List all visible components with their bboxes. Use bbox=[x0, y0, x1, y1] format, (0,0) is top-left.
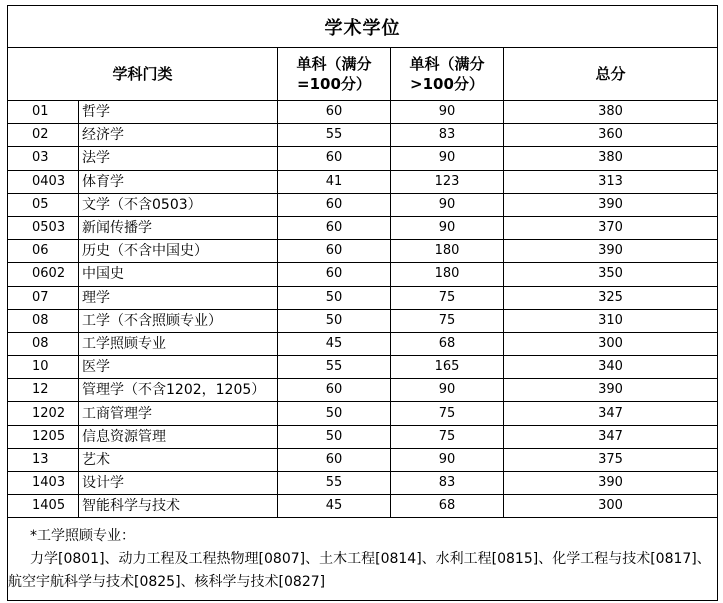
row-total: 380 bbox=[504, 147, 718, 170]
header-single-gt100-line2: >100分） bbox=[410, 75, 484, 93]
row-code: 0602 bbox=[8, 263, 79, 286]
row-total: 370 bbox=[504, 216, 718, 239]
row-code: 08 bbox=[8, 332, 79, 355]
row-single-gt100: 75 bbox=[391, 402, 504, 425]
row-single-le100: 60 bbox=[278, 147, 391, 170]
footnote-title: *工学照顾专业： bbox=[30, 528, 135, 545]
row-single-gt100: 68 bbox=[391, 332, 504, 355]
row-name: 法学 bbox=[79, 147, 278, 170]
row-single-le100: 60 bbox=[278, 263, 391, 286]
row-single-le100: 60 bbox=[278, 101, 391, 124]
table-row bbox=[8, 425, 718, 448]
table-row bbox=[8, 356, 718, 379]
row-code: 10 bbox=[8, 356, 79, 379]
header-single-gt100 bbox=[391, 48, 504, 101]
row-single-le100: 41 bbox=[278, 170, 391, 193]
row-total: 390 bbox=[504, 472, 718, 495]
table-body bbox=[8, 101, 718, 518]
row-total: 390 bbox=[504, 193, 718, 216]
row-single-gt100: 90 bbox=[391, 193, 504, 216]
row-single-le100: 60 bbox=[278, 193, 391, 216]
row-code: 13 bbox=[8, 448, 79, 471]
row-single-gt100: 75 bbox=[391, 425, 504, 448]
row-code: 0503 bbox=[8, 216, 79, 239]
header-single-le100-line2: =100分） bbox=[297, 75, 371, 93]
row-single-le100: 45 bbox=[278, 332, 391, 355]
row-code: 12 bbox=[8, 379, 79, 402]
row-code: 03 bbox=[8, 147, 79, 170]
row-name: 工学（不含照顾专业） bbox=[79, 309, 278, 332]
row-total: 325 bbox=[504, 286, 718, 309]
row-total: 347 bbox=[504, 402, 718, 425]
table-row bbox=[8, 170, 718, 193]
row-single-le100: 50 bbox=[278, 286, 391, 309]
header-total: 总分 bbox=[504, 48, 718, 101]
row-code: 07 bbox=[8, 286, 79, 309]
table-row bbox=[8, 379, 718, 402]
row-name: 历史（不含中国史） bbox=[79, 240, 278, 263]
row-total: 390 bbox=[504, 379, 718, 402]
row-code: 05 bbox=[8, 193, 79, 216]
row-single-gt100: 90 bbox=[391, 101, 504, 124]
row-name: 设计学 bbox=[79, 472, 278, 495]
row-code: 02 bbox=[8, 124, 79, 147]
score-table bbox=[7, 5, 718, 601]
table-row bbox=[8, 216, 718, 239]
row-code: 06 bbox=[8, 240, 79, 263]
row-total: 347 bbox=[504, 425, 718, 448]
row-name: 工学照顾专业 bbox=[79, 332, 278, 355]
row-total: 340 bbox=[504, 356, 718, 379]
row-name: 中国史 bbox=[79, 263, 278, 286]
row-name: 理学 bbox=[79, 286, 278, 309]
row-total: 360 bbox=[504, 124, 718, 147]
row-single-gt100: 90 bbox=[391, 147, 504, 170]
row-single-gt100: 123 bbox=[391, 170, 504, 193]
table-row bbox=[8, 147, 718, 170]
row-single-le100: 60 bbox=[278, 379, 391, 402]
row-single-gt100: 75 bbox=[391, 309, 504, 332]
row-name: 工商管理学 bbox=[79, 402, 278, 425]
table-row bbox=[8, 309, 718, 332]
row-single-le100: 60 bbox=[278, 216, 391, 239]
row-name: 智能科学与技术 bbox=[79, 495, 278, 518]
row-single-gt100: 90 bbox=[391, 216, 504, 239]
row-total: 380 bbox=[504, 101, 718, 124]
row-single-gt100: 180 bbox=[391, 240, 504, 263]
row-name: 新闻传播学 bbox=[79, 216, 278, 239]
table-row bbox=[8, 286, 718, 309]
row-total: 310 bbox=[504, 309, 718, 332]
row-code: 1405 bbox=[8, 495, 79, 518]
table-row bbox=[8, 263, 718, 286]
table-row bbox=[8, 402, 718, 425]
table-row bbox=[8, 332, 718, 355]
table-row bbox=[8, 124, 718, 147]
row-code: 08 bbox=[8, 309, 79, 332]
row-single-le100: 50 bbox=[278, 425, 391, 448]
row-single-gt100: 90 bbox=[391, 379, 504, 402]
row-name: 经济学 bbox=[79, 124, 278, 147]
row-total: 300 bbox=[504, 495, 718, 518]
row-name: 文学（不含0503） bbox=[79, 193, 278, 216]
row-single-le100: 60 bbox=[278, 448, 391, 471]
header-category: 学科门类 bbox=[8, 48, 278, 101]
row-single-le100: 50 bbox=[278, 309, 391, 332]
row-name: 医学 bbox=[79, 356, 278, 379]
row-code: 1205 bbox=[8, 425, 79, 448]
row-single-le100: 55 bbox=[278, 124, 391, 147]
row-total: 313 bbox=[504, 170, 718, 193]
row-single-le100: 55 bbox=[278, 472, 391, 495]
row-total: 300 bbox=[504, 332, 718, 355]
row-single-gt100: 83 bbox=[391, 472, 504, 495]
row-name: 信息资源管理 bbox=[79, 425, 278, 448]
row-single-gt100: 83 bbox=[391, 124, 504, 147]
table-title: 学术学位 bbox=[8, 6, 718, 48]
header-single-le100 bbox=[278, 48, 391, 101]
row-single-gt100: 180 bbox=[391, 263, 504, 286]
table-row bbox=[8, 448, 718, 471]
row-total: 350 bbox=[504, 263, 718, 286]
row-total: 390 bbox=[504, 240, 718, 263]
header-single-gt100-line1: 单科（满分 bbox=[409, 55, 485, 73]
table-row bbox=[8, 101, 718, 124]
header-single-le100-line1: 单科（满分 bbox=[296, 55, 372, 73]
footnote-body: 力学[0801]、动力工程及工程热物理[0807]、土木工程[0814]、水利工程[0815]、化学工程与技术[0817]、航空宇航科学与技术[0825]、核科学与技术[0827] bbox=[8, 551, 711, 591]
row-single-gt100: 68 bbox=[391, 495, 504, 518]
table-row bbox=[8, 495, 718, 518]
row-code: 0403 bbox=[8, 170, 79, 193]
row-name: 管理学（不含1202，1205） bbox=[79, 379, 278, 402]
row-name: 哲学 bbox=[79, 101, 278, 124]
table-row bbox=[8, 240, 718, 263]
row-name: 艺术 bbox=[79, 448, 278, 471]
row-name: 体育学 bbox=[79, 170, 278, 193]
row-code: 1403 bbox=[8, 472, 79, 495]
row-single-le100: 55 bbox=[278, 356, 391, 379]
row-single-gt100: 90 bbox=[391, 448, 504, 471]
row-single-gt100: 75 bbox=[391, 286, 504, 309]
row-total: 375 bbox=[504, 448, 718, 471]
table-row bbox=[8, 472, 718, 495]
footnote bbox=[8, 518, 718, 601]
row-code: 1202 bbox=[8, 402, 79, 425]
row-single-le100: 60 bbox=[278, 240, 391, 263]
row-single-gt100: 165 bbox=[391, 356, 504, 379]
row-single-le100: 50 bbox=[278, 402, 391, 425]
row-code: 01 bbox=[8, 101, 79, 124]
table-row bbox=[8, 193, 718, 216]
row-single-le100: 45 bbox=[278, 495, 391, 518]
